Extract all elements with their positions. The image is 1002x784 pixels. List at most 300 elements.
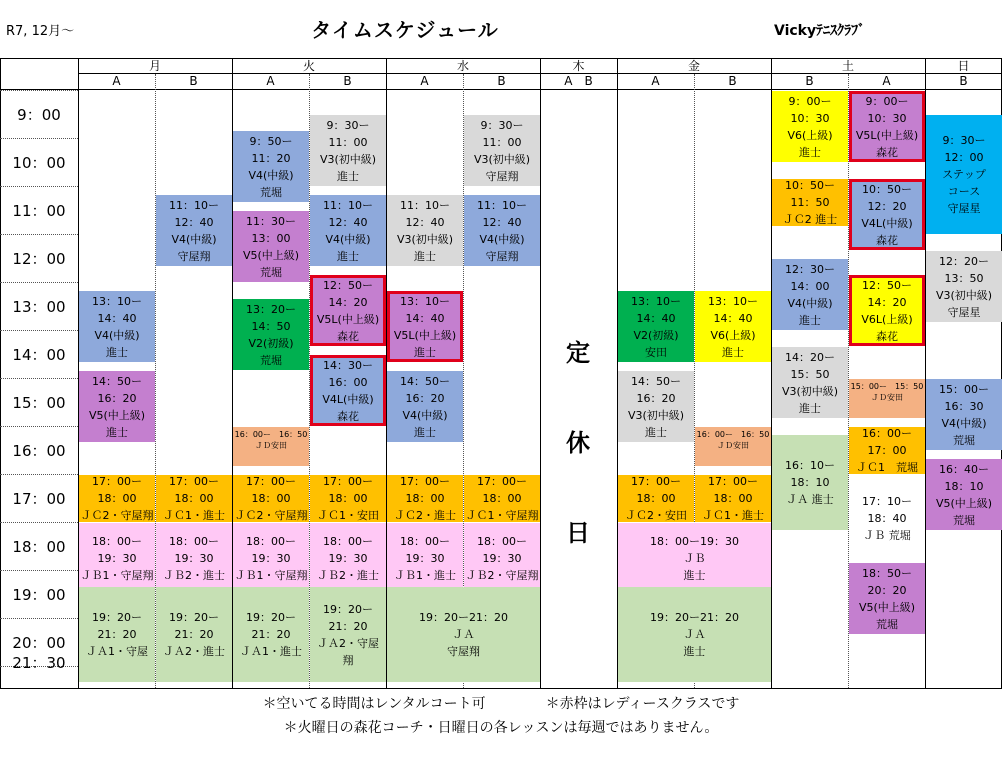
lesson-line: 15：50: [790, 367, 830, 381]
lesson-line: 14：40: [97, 311, 137, 325]
lesson-block: [233, 211, 309, 282]
lesson-line: 12：00: [944, 151, 984, 164]
lesson-line: V5(中上級): [88, 408, 146, 422]
lesson-line: 12：40: [405, 215, 445, 229]
lesson-line: V5L(中上級): [393, 328, 457, 342]
lesson-block: [849, 563, 925, 634]
hour-divider: [0, 186, 78, 187]
court-header: B: [189, 74, 198, 88]
lesson-line: V2(初級): [248, 336, 294, 350]
lesson-line: ＪＣ2 進士: [782, 213, 838, 226]
lesson-line: 18：00ー19：30: [650, 535, 739, 548]
lesson-line: 進士: [337, 249, 359, 263]
court-header: A: [651, 74, 660, 88]
lesson-line: 14：40: [636, 311, 676, 325]
lesson-line: コース: [947, 185, 981, 198]
lesson-line: 19：30: [97, 552, 137, 565]
lesson-line: 19：30: [482, 552, 522, 565]
lesson-line: 14：20: [328, 295, 368, 309]
lesson-line: 12：40: [328, 215, 368, 229]
lesson-block: [772, 179, 848, 226]
lesson-line: 12：20: [867, 199, 907, 213]
lesson-line: 守屋星: [947, 305, 981, 319]
hour-divider: [0, 426, 78, 427]
lesson-block: [387, 523, 463, 594]
lesson-line: 12：40: [482, 215, 522, 229]
closed-day-char: 定: [566, 339, 590, 367]
lesson-line: ＪＣ1・安田: [317, 509, 379, 522]
lesson-block: [310, 587, 386, 682]
lesson-block: [233, 427, 309, 466]
lesson-line: 9：30ー: [326, 118, 370, 132]
lesson-block: [772, 347, 848, 418]
court-header: A: [266, 74, 275, 88]
lesson-line: ＪＤ安田: [871, 393, 903, 402]
lesson-line: 18：00: [405, 492, 445, 505]
closed-day-char: 日: [566, 519, 590, 547]
lesson-line: 11：10ー: [477, 198, 527, 212]
lesson-line: V5L(中上級): [855, 128, 919, 142]
time-label: 15：00: [12, 394, 66, 412]
lesson-line: 守屋翔: [447, 645, 480, 658]
lesson-block: [618, 475, 694, 522]
lesson-line: 21：20: [174, 628, 214, 641]
lesson-line: 18：00: [713, 492, 753, 505]
lesson-block: [233, 475, 309, 522]
lesson-block: [156, 523, 232, 594]
lesson-line: V3(初中級): [473, 152, 531, 166]
lesson-line: 12：50ー: [323, 278, 373, 292]
lesson-line: 森花: [876, 233, 898, 247]
time-label: 14：00: [12, 346, 66, 364]
lesson-line: 18：00: [251, 492, 291, 505]
lesson-line: 18：00: [482, 492, 522, 505]
lesson-line: V5(中上級): [242, 248, 300, 262]
lesson-line: V3(初中級): [627, 408, 685, 422]
lesson-line: 18：00ー: [246, 535, 296, 548]
lesson-line: 14：50ー: [400, 374, 450, 388]
lesson-block: [849, 275, 925, 346]
lesson-line: 進士: [799, 145, 821, 159]
lesson-line: 19：30: [405, 552, 445, 565]
court-header: B: [805, 74, 814, 88]
lesson-line: 森花: [876, 329, 898, 343]
lesson-line: ＪＣ1 荒堀: [856, 461, 918, 474]
lesson-line: 荒堀: [953, 513, 975, 527]
lesson-line: V5(中上級): [935, 496, 993, 510]
lesson-block: [310, 475, 386, 522]
lesson-line: 守屋翔: [485, 249, 519, 263]
lesson-line: 17：00ー: [169, 475, 219, 488]
lesson-line: ＪＡ: [452, 628, 475, 641]
lesson-line: ＪＣ2・安田: [625, 509, 687, 522]
lesson-block: [464, 115, 540, 186]
lesson-line: ＪＢ1・進士: [394, 569, 456, 582]
lesson-line: ＪＡ: [683, 628, 706, 641]
grid-bottom-border: [0, 688, 1002, 689]
lesson-line: ＪＣ2・進士: [394, 509, 456, 522]
lesson-line: 18：40: [867, 512, 907, 525]
lesson-block: [310, 523, 386, 594]
lesson-line: 16：40ー: [939, 462, 989, 476]
lesson-line: 19：20ー: [246, 611, 296, 624]
lesson-line: 荒堀: [953, 433, 975, 447]
lesson-line: 14：50ー: [92, 374, 142, 388]
lesson-line: 16：00ー 16：50: [696, 430, 770, 439]
lesson-line: 進士: [414, 345, 436, 359]
hour-divider: [0, 330, 78, 331]
lesson-line: 荒堀: [260, 185, 282, 199]
lesson-line: 17：00ー: [92, 475, 142, 488]
lesson-line: 進士: [337, 169, 359, 183]
lesson-line: 進士: [106, 425, 128, 439]
lesson-block: [387, 291, 463, 362]
lesson-line: 13：00: [251, 231, 291, 245]
lesson-line: 19：30: [328, 552, 368, 565]
lesson-line: ＪＢ2・進士: [317, 569, 379, 582]
lesson-line: 17：00ー: [323, 475, 373, 488]
lesson-line: 18：50ー: [862, 566, 912, 580]
day-header-mon: 月: [148, 59, 161, 73]
lesson-line: 19：20ー21：20: [419, 611, 508, 624]
lesson-line: ＪＣ1・守屋翔: [465, 509, 539, 522]
lesson-line: 11：50: [790, 196, 830, 209]
hour-divider: [0, 234, 78, 235]
lesson-line: 13：10ー: [92, 294, 142, 308]
lesson-line: 17：00ー: [246, 475, 296, 488]
lesson-line: 9：30ー: [480, 118, 524, 132]
lesson-line: 進士: [106, 345, 128, 359]
lesson-block: [464, 195, 540, 266]
lesson-line: V4(中級): [94, 328, 140, 342]
lesson-block: [464, 523, 540, 594]
lesson-line: 16：00ー: [862, 427, 912, 440]
lesson-line: 11：00: [328, 135, 368, 149]
lesson-line: 17：00ー: [708, 475, 758, 488]
lesson-line: 進士: [722, 345, 744, 359]
lesson-line: 安田: [645, 345, 667, 359]
lesson-line: 16：20: [97, 391, 137, 405]
lesson-line: V5L(中上級): [316, 312, 380, 326]
lesson-block: [772, 259, 848, 330]
lesson-line: 進士: [799, 401, 821, 415]
lesson-line: V6(上級): [710, 328, 756, 342]
lesson-line: 18：00ー: [323, 535, 373, 548]
lesson-line: 9：00ー: [788, 94, 832, 108]
lesson-line: 14：00: [790, 279, 830, 293]
lesson-line: ＪＡ1・守屋: [86, 645, 148, 658]
lesson-line: 19：20ー: [169, 611, 219, 624]
lesson-line: V4(中級): [325, 232, 371, 246]
lesson-line: ＪＢ2・進士: [163, 569, 225, 582]
lesson-line: 13：50: [944, 271, 984, 285]
lesson-line: 16：00: [328, 375, 368, 389]
lesson-line: V4(中級): [171, 232, 217, 246]
lesson-block: [387, 475, 463, 522]
time-label: 13：00: [12, 298, 66, 316]
lesson-line: ＪＡ2・守屋: [317, 636, 379, 650]
lesson-line: 17：00: [867, 444, 907, 457]
lesson-block: [310, 355, 386, 426]
time-label: 21：30: [12, 654, 66, 672]
day-header-sun: 日: [957, 59, 970, 73]
lesson-line: 11：00: [482, 135, 522, 149]
lesson-line: 11：10ー: [400, 198, 450, 212]
lesson-line: 21：20: [328, 619, 368, 633]
lesson-line: ＪＤ安田: [717, 441, 749, 450]
lesson-line: V4L(中級): [861, 216, 913, 230]
time-label: 19：00: [12, 586, 66, 604]
lesson-line: ＪＣ1・進士: [702, 509, 764, 522]
lesson-line: 守屋翔: [485, 169, 519, 183]
lesson-block: [310, 195, 386, 266]
lesson-line: 19：30: [251, 552, 291, 565]
rental-note: ＊空いてる時間はレンタルコート可: [262, 696, 486, 712]
lesson-line: 守屋星: [947, 202, 981, 215]
time-label: 18：00: [12, 538, 66, 556]
lesson-line: 進士: [683, 645, 706, 658]
hour-divider: [0, 282, 78, 283]
lesson-block: [695, 427, 771, 466]
lesson-line: 14：50ー: [631, 374, 681, 388]
lesson-line: 10：50ー: [862, 182, 912, 196]
lesson-line: V3(初中級): [781, 384, 839, 398]
day-header-thu: 木: [572, 59, 585, 73]
lesson-line: V4(中級): [941, 416, 987, 430]
lesson-line: 9：00ー: [865, 94, 909, 108]
lesson-line: 14：20ー: [785, 350, 835, 364]
lesson-block: [233, 523, 309, 594]
lesson-line: V6(上級): [787, 128, 833, 142]
time-label: 11：00: [12, 202, 66, 220]
lesson-line: 13：10ー: [631, 294, 681, 308]
club-name: Vickyﾃﾆｽｸﾗﾌﾞ: [774, 23, 866, 39]
lesson-block: [695, 291, 771, 362]
lesson-line: 荒堀: [260, 265, 282, 279]
lesson-line: 9：30ー: [942, 134, 986, 147]
lesson-block: [79, 587, 155, 682]
lesson-line: ステップ: [942, 168, 986, 181]
hour-divider: [0, 570, 78, 571]
court-header: A: [420, 74, 429, 88]
lesson-line: 13：10ー: [708, 294, 758, 308]
lesson-line: 11：10ー: [169, 198, 219, 212]
lesson-block: [79, 291, 155, 362]
lesson-line: V3(初中級): [319, 152, 377, 166]
page-title: タイムスケジュール: [311, 18, 499, 42]
lesson-line: 17：00ー: [400, 475, 450, 488]
lesson-line: ＪＡ1・進士: [240, 645, 302, 658]
lesson-line: 17：10ー: [862, 495, 912, 508]
lesson-block: [79, 475, 155, 522]
lesson-line: 15：00ー: [939, 382, 989, 396]
lesson-line: 14：30ー: [323, 358, 373, 372]
lesson-block: [156, 587, 232, 682]
lesson-line: 18：00ー: [477, 535, 527, 548]
lesson-line: 9：50ー: [249, 134, 293, 148]
lesson-line: 14：20: [867, 295, 907, 309]
lesson-line: 18：10: [944, 479, 984, 493]
lesson-line: V4L(中級): [322, 392, 374, 406]
lesson-block: [233, 587, 309, 682]
lesson-line: 12：50ー: [862, 278, 912, 292]
lesson-line: V4(中級): [248, 168, 294, 182]
lesson-line: 11：10ー: [323, 198, 373, 212]
hour-divider: [0, 138, 78, 139]
lesson-line: 18：00: [636, 492, 676, 505]
lesson-block: [618, 291, 694, 362]
lesson-line: ＪＢ: [683, 552, 706, 565]
ladies-note: ＊赤枠はレディースクラスです: [545, 696, 740, 712]
closed-day-char: 休: [566, 429, 590, 457]
lesson-line: ＪＤ安田: [255, 441, 287, 450]
footer-notes: [0, 693, 1002, 713]
lesson-line: V4(中級): [787, 296, 833, 310]
lesson-line: 19：20ー: [323, 602, 373, 616]
lesson-line: 17：00ー: [631, 475, 681, 488]
time-label: 16：00: [12, 442, 66, 460]
lesson-line: 19：20ー: [92, 611, 142, 624]
lesson-block: [310, 115, 386, 186]
lesson-block: [849, 91, 925, 162]
lesson-block: [233, 299, 309, 370]
lesson-block: [926, 115, 1002, 234]
lesson-line: 森花: [337, 329, 359, 343]
lesson-line: V4(中級): [402, 408, 448, 422]
court-header: B: [728, 74, 737, 88]
lesson-line: 16：20: [636, 391, 676, 405]
hour-divider: [0, 522, 78, 523]
lesson-block: [849, 379, 925, 418]
lesson-block: [926, 379, 1002, 450]
day-header-wed: 水: [456, 59, 469, 73]
time-label: 10：00: [12, 154, 66, 172]
lesson-block: [79, 371, 155, 442]
lesson-line: V5(中上級): [858, 600, 916, 614]
lesson-line: 18：10: [790, 476, 830, 489]
lesson-line: V6L(上級): [861, 312, 913, 326]
lesson-line: ＪＣ2・守屋翔: [234, 509, 308, 522]
lesson-block: [695, 475, 771, 522]
lesson-line: 10：30: [867, 111, 907, 125]
lesson-line: 21：20: [251, 628, 291, 641]
lesson-line: 19：20ー21：20: [650, 611, 739, 624]
lesson-line: 荒堀: [876, 617, 898, 631]
lesson-line: ＪＢ1・守屋翔: [234, 569, 308, 582]
lesson-line: 森花: [876, 145, 898, 159]
lesson-block: [772, 91, 848, 162]
lesson-line: 翔: [342, 653, 354, 667]
lesson-line: 17：00ー: [477, 475, 527, 488]
lesson-block: [387, 195, 463, 266]
lesson-line: 10：30: [790, 111, 830, 125]
court-header: A B: [564, 74, 593, 88]
court-header: A: [882, 74, 891, 88]
lesson-line: 16：00ー 16：50: [234, 430, 308, 439]
day-header-tue: 火: [302, 59, 315, 73]
lesson-line: ＪＢ1・守屋翔: [80, 569, 154, 582]
time-label: 20：00: [12, 634, 66, 652]
lesson-line: 森花: [337, 409, 359, 423]
lesson-line: 荒堀: [260, 353, 282, 367]
lesson-line: 進士: [414, 425, 436, 439]
day-header-sat: 土: [841, 59, 854, 73]
lesson-block: [772, 435, 848, 530]
lesson-line: 16：20: [405, 391, 445, 405]
lesson-line: 16：30: [944, 399, 984, 413]
time-label: 17：00: [12, 490, 66, 508]
lesson-line: 15：00ー 15：50: [850, 382, 924, 391]
lesson-block: [156, 475, 232, 522]
lesson-block: [233, 131, 309, 202]
lesson-block: [849, 427, 925, 474]
lesson-line: ＪＢ2・守屋翔: [465, 569, 539, 582]
hour-divider: [0, 378, 78, 379]
lesson-block: [79, 523, 155, 594]
lesson-block: [618, 523, 771, 594]
lesson-line: 18：00ー: [400, 535, 450, 548]
lesson-block: [849, 483, 925, 554]
lesson-line: 14：40: [713, 311, 753, 325]
lesson-line: 12：20ー: [939, 254, 989, 268]
lesson-block: [618, 587, 771, 682]
lesson-line: ＪＢ 荒堀: [863, 529, 911, 542]
lesson-block: [310, 275, 386, 346]
time-label: 9：00: [17, 106, 61, 124]
lesson-block: [618, 371, 694, 442]
lesson-line: V2(初級): [633, 328, 679, 342]
time-label: 12：00: [12, 250, 66, 268]
lesson-block: [156, 195, 232, 266]
court-header: B: [343, 74, 352, 88]
lesson-line: V4(中級): [479, 232, 525, 246]
lesson-line: 14：50: [251, 319, 291, 333]
lesson-block: [926, 459, 1002, 530]
schedule-grid: [0, 58, 1002, 688]
hour-divider: [0, 474, 78, 475]
lesson-line: 18：00: [174, 492, 214, 505]
court-header: A: [112, 74, 121, 88]
day-header-fri: 金: [687, 59, 700, 73]
lesson-line: V3(初中級): [935, 288, 993, 302]
day-border-thu: [540, 58, 541, 688]
lesson-line: 12：30ー: [785, 262, 835, 276]
lesson-block: [387, 587, 540, 682]
lesson-block: [387, 371, 463, 442]
date-label: R7, 12月～: [6, 24, 75, 39]
lesson-line: 13：20ー: [246, 302, 296, 316]
lesson-line: 進士: [683, 569, 706, 582]
lesson-line: 16：10ー: [785, 459, 835, 472]
lesson-block: [926, 251, 1002, 322]
hour-divider: [0, 618, 78, 619]
lesson-line: 18：00ー: [169, 535, 219, 548]
lesson-line: ＪＡ 進士: [786, 493, 834, 506]
lesson-block: [464, 475, 540, 522]
lesson-line: 20：20: [867, 583, 907, 597]
lesson-line: 18：00ー: [92, 535, 142, 548]
lesson-line: ＪＣ2・守屋翔: [80, 509, 154, 522]
lesson-line: 18：00: [97, 492, 137, 505]
lesson-line: 14：40: [405, 311, 445, 325]
lesson-line: 10：50ー: [785, 179, 835, 192]
lesson-line: 13：10ー: [400, 294, 450, 308]
hour-divider: [0, 90, 78, 91]
lesson-block: [849, 179, 925, 250]
lesson-line: 12：40: [174, 215, 214, 229]
lesson-line: V3(初中級): [396, 232, 454, 246]
court-header: B: [497, 74, 506, 88]
